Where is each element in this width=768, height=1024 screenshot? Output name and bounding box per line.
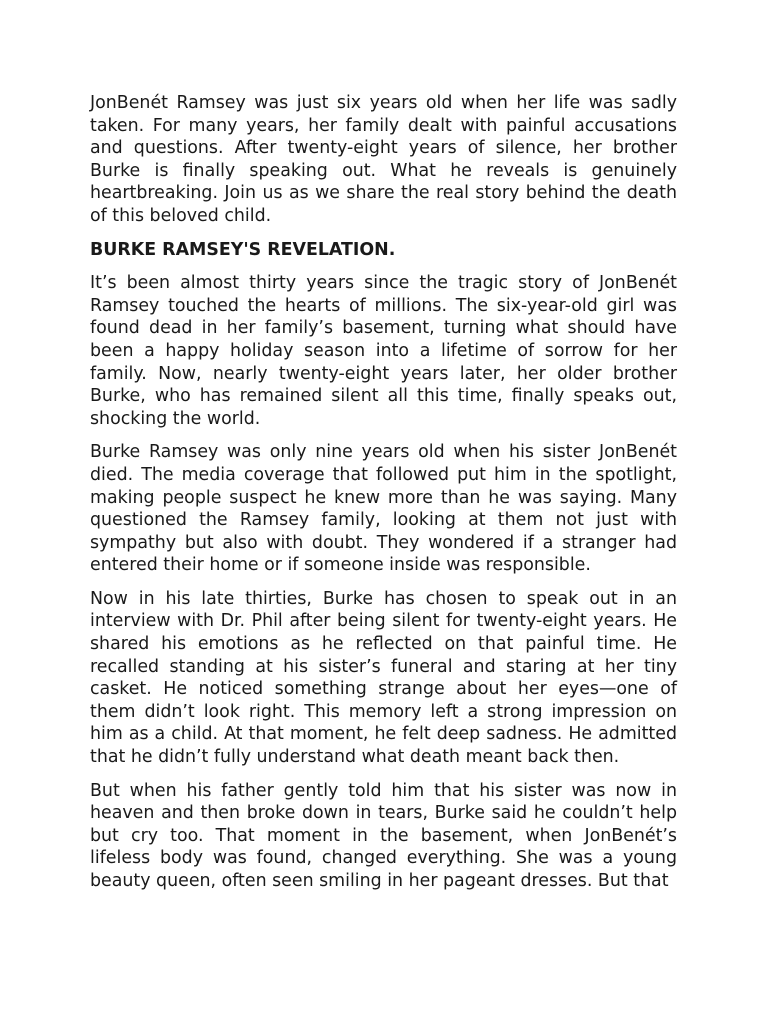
document-page	[90, 92, 677, 904]
body-paragraph-3: Now in his late thirties, Burke has chosen to speak out in an interview with Dr. Phil after being silent for twenty-eight years. He shared his emotions as he reflected on that painful time. He recalled standing at his sister’s funeral and staring at her tiny casket. He noticed something strange about her eyes—one of them didn’t look right. This memory left a strong impression on him as a child. At that moment, he felt deep sadness. He admitted that he didn’t fully understand what death meant back then.	[90, 588, 677, 768]
body-paragraph-2: Burke Ramsey was only nine years old when his sister JonBenét died. The media coverage that followed put him in the spotlight, making people suspect he knew more than he was saying. Many questioned the Ramsey family, looking at them not just with sympathy but also with doubt. They wondered if a stranger had entered their home or if someone inside was responsible.	[90, 442, 677, 576]
intro-paragraph: JonBenét Ramsey was just six years old when her life was sadly taken. For many years, her family dealt with painful accusations and questions. After twenty-eight years of silence, her brother Burke is finally speaking out. What he reveals is genuinely heartbreaking. Join us as we share the real story behind the death of this beloved child.	[90, 93, 677, 226]
body-paragraph-1: It’s been almost thirty years since the tragic story of JonBenét Ramsey touched the hearts of millions. The six-year-old girl was found dead in her family’s basement, turning what should have been a happy holiday season into a lifetime of sorrow for her family. Now, nearly twenty-eight years later, her older brother Burke, who has remained silent all this time, finally speaks out, shocking the world.	[90, 273, 677, 429]
body-paragraph-4: But when his father gently told him that his sister was now in heaven and then broke down in tears, Burke said he couldn’t help but cry too. That moment in the basement, when JonBenét’s lifeless body was found, changed everything. She was a young beauty queen, often seen smiling in her pageant dresses. But that	[90, 780, 677, 891]
section-heading: BURKE RAMSEY'S REVELATION.	[90, 239, 396, 260]
